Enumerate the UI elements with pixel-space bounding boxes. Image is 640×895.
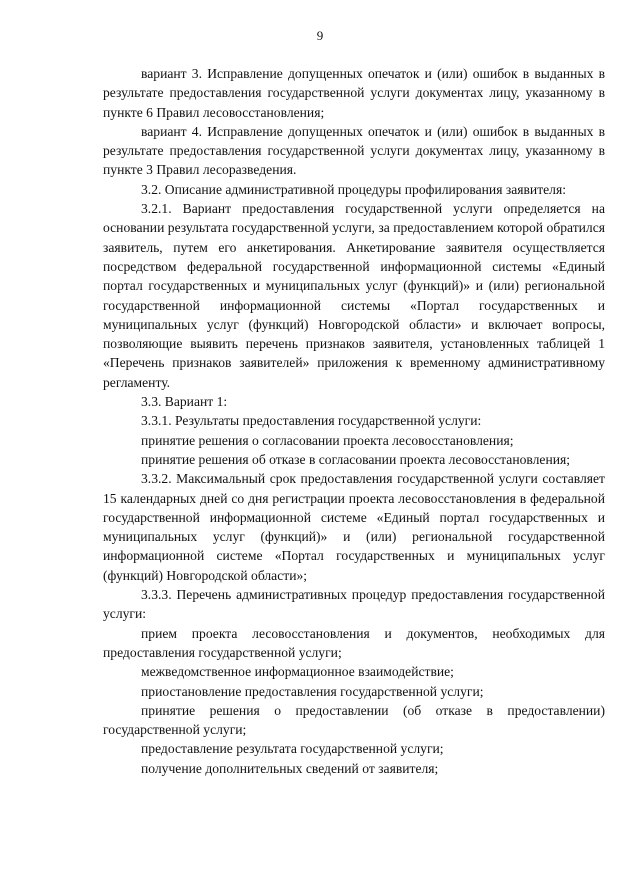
paragraph-section-3-3-3: 3.3.3. Перечень административных процедур предоставления государственной услуги: — [103, 587, 605, 622]
paragraph-section-3-2: 3.2. Описание административной процедуры профилирования заявителя: — [141, 181, 566, 197]
paragraph-section-3-3-2: 3.3.2. Максимальный срок предоставления государственной услуги составляет 15 календарных дней со дня регистрации проекта лесовосстановления в федеральной государственной информационной системе «Единый портал государственных и муниципальных услуг (функций)» и (или) региональной государственной информационной системе «Портал государственных и муниципальных услуг (функций) Новгородской области»; — [103, 471, 605, 583]
paragraph-section-3-3: 3.3. Вариант 1: — [141, 394, 228, 410]
paragraph-variant-3: вариант 3. Исправление допущенных опечаток и (или) ошибок в выданных в результате предоставления государственной услуги документах лицу, указанному в пункте 6 Правил лесовосстановления; — [103, 66, 605, 120]
list-item-suspension: приостановление предоставления государственной услуги; — [141, 683, 484, 699]
list-item-refusal: принятие решения об отказе в согласовании проекта лесовосстановления; — [141, 451, 571, 467]
paragraph-variant-4: вариант 4. Исправление допущенных опечаток и (или) ошибок в выданных в результате предоставления государственной услуги документах лицу, указанному в пункте 3 Правил лесоразведения. — [103, 123, 605, 178]
list-item-result: предоставление результата государственной услуги; — [141, 741, 444, 757]
page-number: 9 — [316, 28, 324, 43]
list-item-interagency: межведомственное информационное взаимодействие; — [141, 664, 454, 680]
list-item-approval: принятие решения о согласовании проекта лесовосстановления; — [141, 432, 514, 448]
list-item-decision: принятие решения о предоставлении (об отказе в предоставлении) государственной услуги; — [103, 702, 605, 738]
document-body — [103, 64, 605, 778]
paragraph-section-3-2-1: 3.2.1. Вариант предоставления государственной услуги определяется на основании результата государственной услуги, за предоставлением которой обратился заявитель, путем его анкетирования. Анкетирование заявителя осуществляется посредством федеральной государственной информационной системы «Единый портал государственных и муниципальных услуг (функций)» и (или) региональной государственной информационной системы «Портал государственных и муниципальных услуг (функций) Новгородской области» и включает вопросы, позволяющие выявить перечень признаков заявителя, установленных таблицей 1 «Перечень признаков заявителей» приложения к временному административному регламенту. — [103, 201, 605, 390]
list-item-additional-info: получение дополнительных сведений от заявителя; — [141, 760, 439, 776]
paragraph-section-3-3-1: 3.3.1. Результаты предоставления государственной услуги: — [141, 413, 482, 429]
list-item-receipt: прием проекта лесовосстановления и документов, необходимых для предоставления государственной услуги; — [103, 625, 605, 660]
